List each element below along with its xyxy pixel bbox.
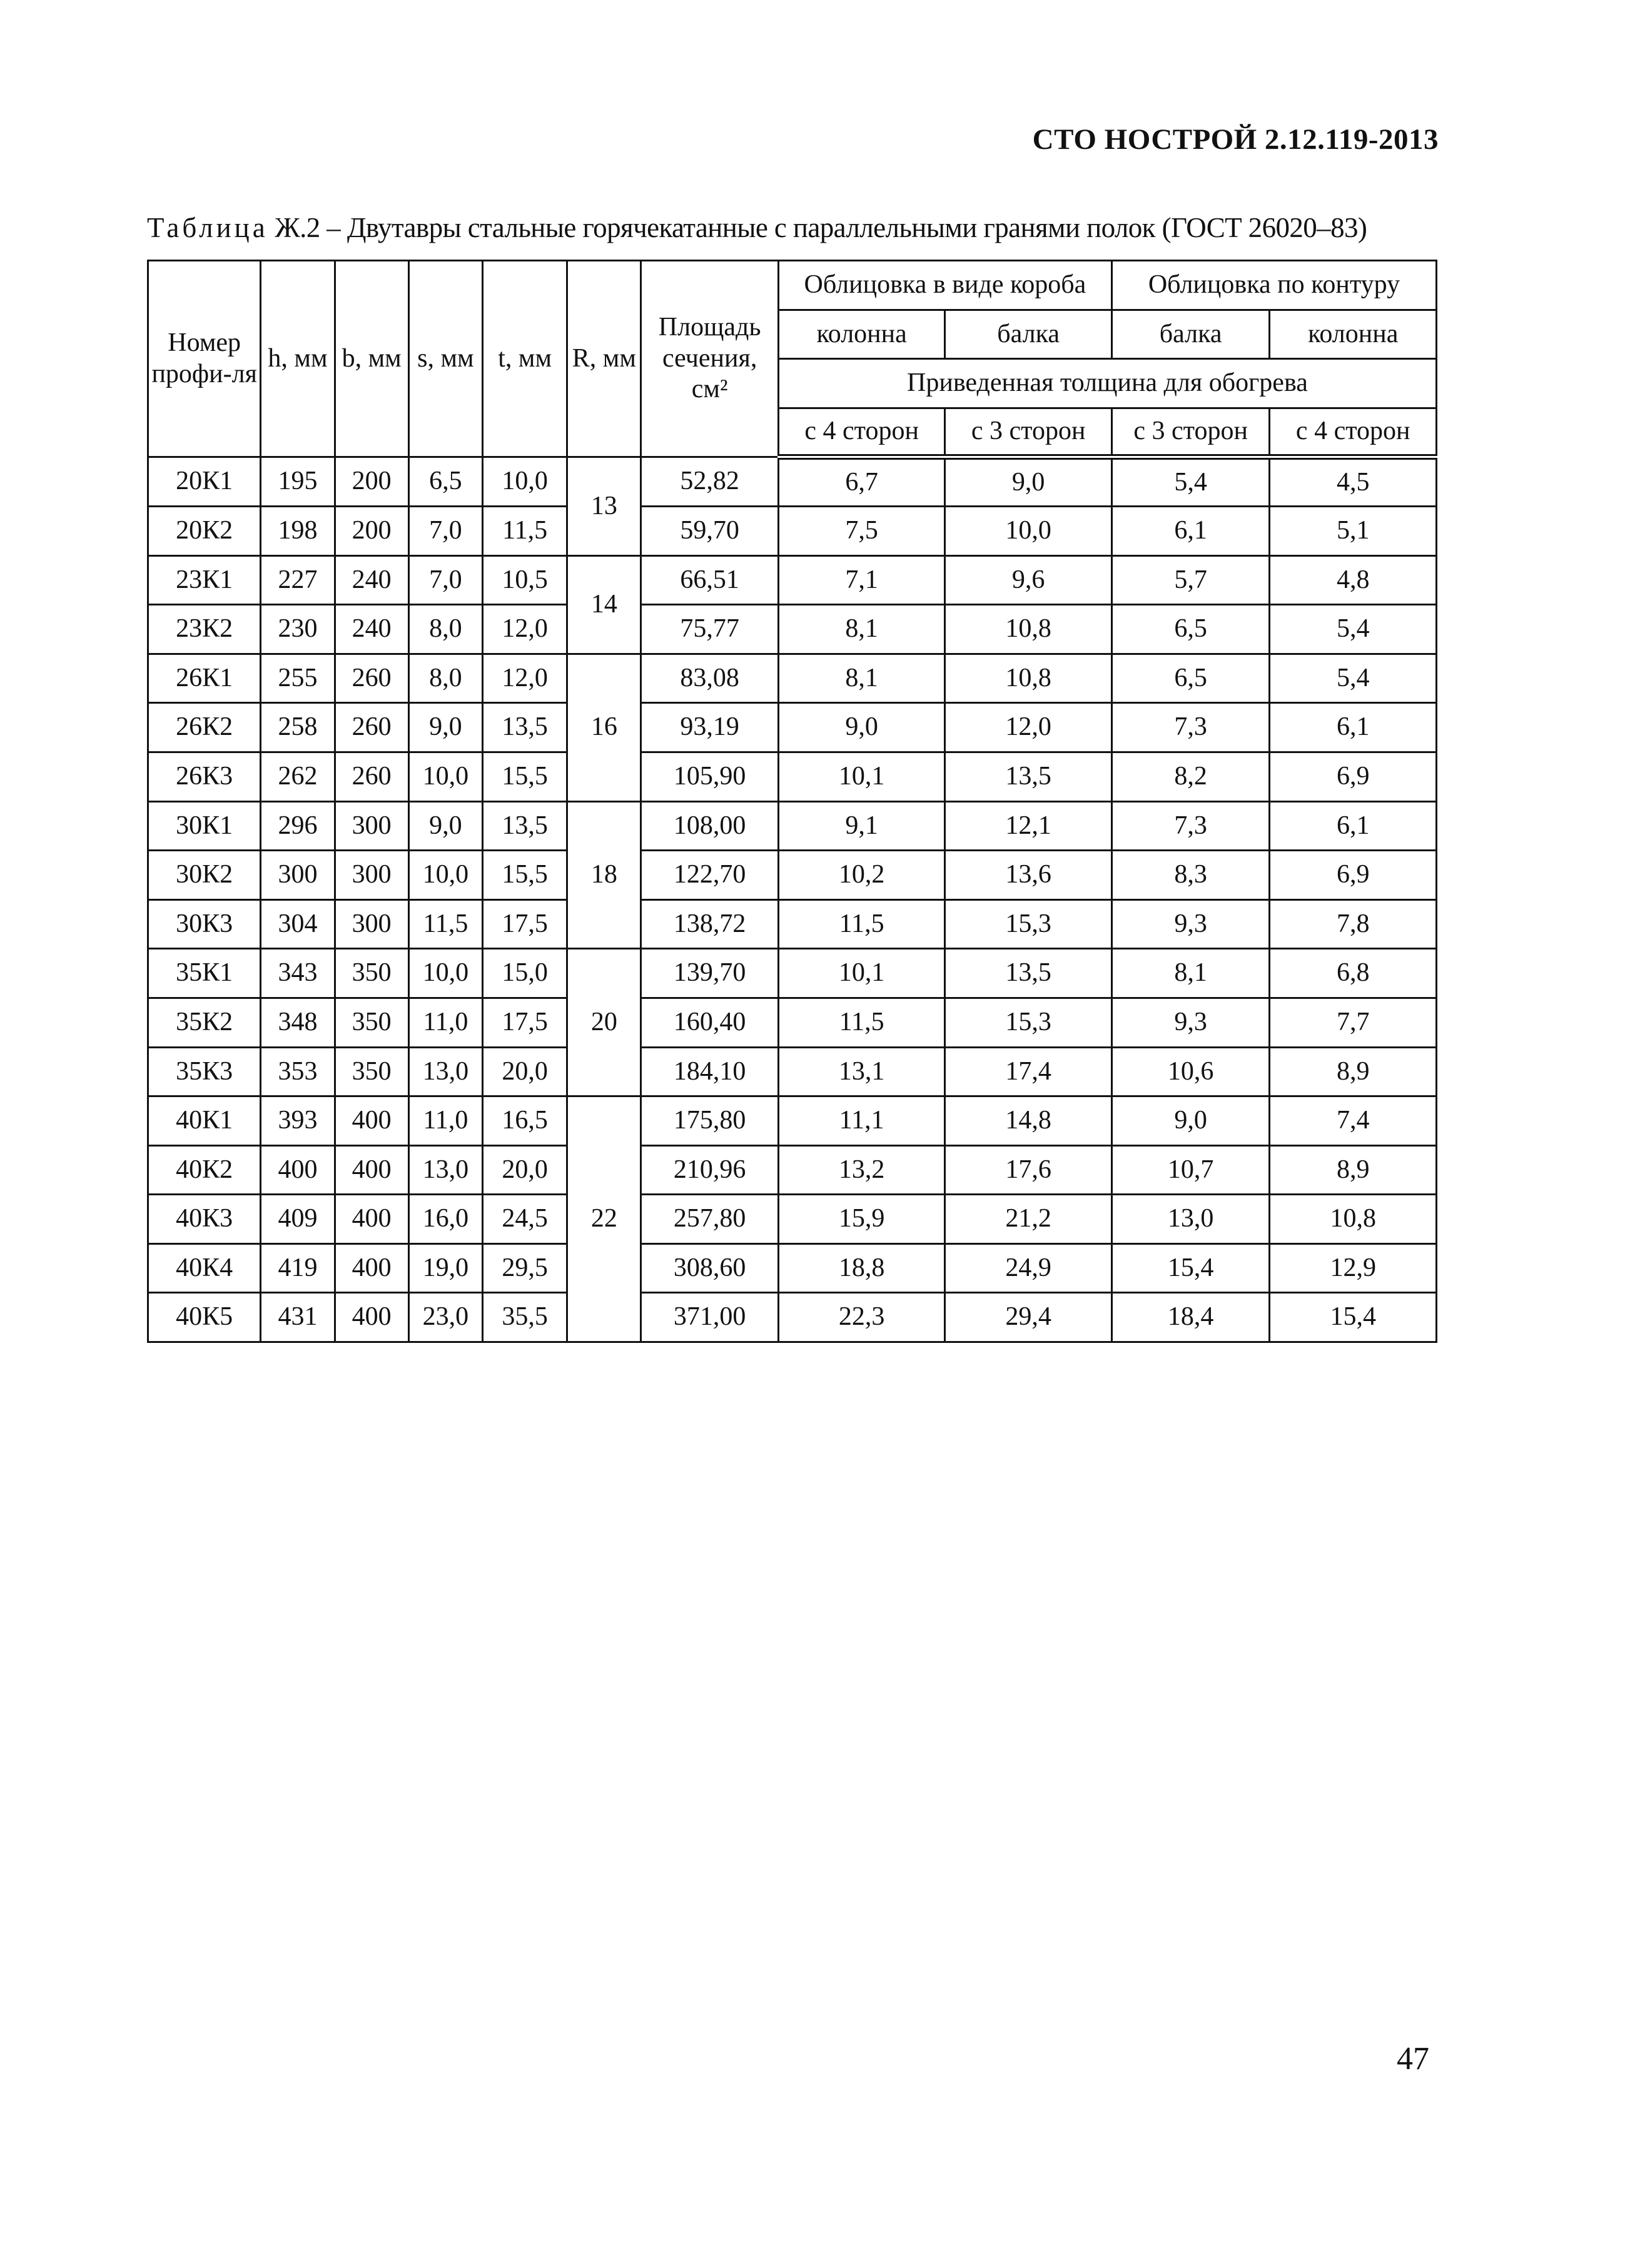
cell-h: 255 (261, 654, 335, 703)
cell-value: 6,8 (1270, 949, 1437, 998)
cell-h: 348 (261, 998, 335, 1047)
cell-value: 22,3 (778, 1293, 945, 1342)
cell-b: 240 (335, 605, 408, 654)
cell-s: 13,0 (408, 1047, 482, 1096)
cell-area: 371,00 (641, 1293, 778, 1342)
cell-t: 20,0 (483, 1047, 567, 1096)
cell-b: 200 (335, 506, 408, 555)
table-row (148, 1243, 1437, 1293)
cell-area: 257,80 (641, 1195, 778, 1244)
cell-value: 5,1 (1270, 506, 1437, 555)
cell-area: 75,77 (641, 605, 778, 654)
table-row (148, 457, 1437, 507)
cell-b: 400 (335, 1145, 408, 1195)
table-head (148, 261, 1437, 457)
table-caption (147, 211, 1435, 244)
cell-b: 350 (335, 1047, 408, 1096)
cell-profile: 23К1 (148, 555, 261, 605)
cell-value: 10,1 (778, 752, 945, 801)
cell-b: 260 (335, 703, 408, 752)
cell-s: 19,0 (408, 1243, 482, 1293)
head-sides-4-a: с 4 сторон (778, 408, 945, 457)
cell-value: 6,9 (1270, 851, 1437, 900)
cell-r: 18 (567, 801, 641, 949)
table-row (148, 1096, 1437, 1146)
cell-value: 13,6 (945, 851, 1112, 900)
cell-t: 13,5 (483, 703, 567, 752)
cell-value: 13,0 (1111, 1195, 1269, 1244)
table-row (148, 1145, 1437, 1195)
cell-h: 198 (261, 506, 335, 555)
cell-b: 400 (335, 1293, 408, 1342)
cell-profile: 35К1 (148, 949, 261, 998)
cell-s: 11,0 (408, 998, 482, 1047)
cell-value: 12,1 (945, 801, 1112, 851)
cell-value: 10,1 (778, 949, 945, 998)
cell-value: 6,5 (1111, 605, 1269, 654)
cell-profile: 23К2 (148, 605, 261, 654)
head-column-2: колонна (1270, 310, 1437, 359)
cell-area: 122,70 (641, 851, 778, 900)
cell-r: 22 (567, 1096, 641, 1342)
head-sides-3-b: с 3 сторон (1111, 408, 1269, 457)
cell-s: 10,0 (408, 949, 482, 998)
cell-t: 17,5 (483, 998, 567, 1047)
cell-value: 13,2 (778, 1145, 945, 1195)
table-row (148, 605, 1437, 654)
caption-text: Ж.2 – Двутавры стальные горячекатанные с параллельными гранями полок (ГОСТ 26020–83) (268, 212, 1367, 243)
head-box-facing: Облицовка в виде короба (778, 261, 1111, 310)
cell-profile: 40К3 (148, 1195, 261, 1244)
cell-h: 353 (261, 1047, 335, 1096)
cell-t: 13,5 (483, 801, 567, 851)
head-sides-4-b: с 4 сторон (1270, 408, 1437, 457)
cell-value: 6,1 (1270, 801, 1437, 851)
cell-value: 6,9 (1270, 752, 1437, 801)
cell-area: 93,19 (641, 703, 778, 752)
cell-h: 400 (261, 1145, 335, 1195)
cell-h: 300 (261, 851, 335, 900)
caption-label: Таблица (147, 212, 268, 243)
table-row (148, 555, 1437, 605)
cell-s: 9,0 (408, 703, 482, 752)
head-column-1: колонна (778, 310, 945, 359)
cell-b: 300 (335, 899, 408, 949)
head-beam-2: балка (1111, 310, 1269, 359)
head-s: s, мм (408, 261, 482, 457)
cell-value: 12,0 (945, 703, 1112, 752)
head-reduced-thickness: Приведенная толщина для обогрева (778, 359, 1436, 408)
head-beam-1: балка (945, 310, 1112, 359)
profiles-table (147, 260, 1437, 1343)
cell-b: 300 (335, 851, 408, 900)
cell-value: 10,0 (945, 506, 1112, 555)
cell-t: 12,0 (483, 654, 567, 703)
cell-profile: 30К2 (148, 851, 261, 900)
cell-t: 10,5 (483, 555, 567, 605)
cell-profile: 30К1 (148, 801, 261, 851)
cell-value: 9,0 (1111, 1096, 1269, 1146)
cell-b: 260 (335, 654, 408, 703)
cell-value: 7,3 (1111, 801, 1269, 851)
head-h: h, мм (261, 261, 335, 457)
cell-area: 83,08 (641, 654, 778, 703)
cell-t: 35,5 (483, 1293, 567, 1342)
cell-value: 9,6 (945, 555, 1112, 605)
cell-b: 240 (335, 555, 408, 605)
cell-value: 18,4 (1111, 1293, 1269, 1342)
cell-s: 6,5 (408, 457, 482, 507)
table-row (148, 703, 1437, 752)
cell-value: 10,7 (1111, 1145, 1269, 1195)
cell-profile: 20К2 (148, 506, 261, 555)
cell-profile: 35К3 (148, 1047, 261, 1096)
cell-s: 7,0 (408, 555, 482, 605)
table-row (148, 899, 1437, 949)
page-number: 47 (1397, 2041, 1429, 2077)
cell-value: 5,7 (1111, 555, 1269, 605)
cell-value: 9,3 (1111, 998, 1269, 1047)
cell-value: 8,1 (778, 605, 945, 654)
cell-value: 9,1 (778, 801, 945, 851)
cell-s: 11,0 (408, 1096, 482, 1146)
cell-s: 10,0 (408, 851, 482, 900)
head-contour-facing: Облицовка по контуру (1111, 261, 1436, 310)
cell-value: 5,4 (1111, 457, 1269, 507)
table-row (148, 851, 1437, 900)
cell-value: 11,5 (778, 998, 945, 1047)
cell-value: 8,2 (1111, 752, 1269, 801)
cell-area: 139,70 (641, 949, 778, 998)
cell-t: 11,5 (483, 506, 567, 555)
cell-h: 230 (261, 605, 335, 654)
cell-s: 9,0 (408, 801, 482, 851)
cell-profile: 40К1 (148, 1096, 261, 1146)
cell-t: 15,0 (483, 949, 567, 998)
cell-h: 195 (261, 457, 335, 507)
cell-value: 9,0 (945, 457, 1112, 507)
cell-value: 10,8 (945, 654, 1112, 703)
cell-r: 20 (567, 949, 641, 1096)
cell-value: 7,3 (1111, 703, 1269, 752)
cell-t: 16,5 (483, 1096, 567, 1146)
cell-value: 7,7 (1270, 998, 1437, 1047)
cell-h: 409 (261, 1195, 335, 1244)
cell-area: 175,80 (641, 1096, 778, 1146)
cell-value: 7,1 (778, 555, 945, 605)
cell-profile: 35К2 (148, 998, 261, 1047)
cell-value: 5,4 (1270, 605, 1437, 654)
cell-value: 8,1 (778, 654, 945, 703)
cell-value: 8,9 (1270, 1145, 1437, 1195)
cell-s: 8,0 (408, 654, 482, 703)
cell-value: 7,8 (1270, 899, 1437, 949)
cell-value: 6,1 (1270, 703, 1437, 752)
cell-value: 13,5 (945, 752, 1112, 801)
cell-value: 14,8 (945, 1096, 1112, 1146)
cell-s: 8,0 (408, 605, 482, 654)
cell-value: 8,1 (1111, 949, 1269, 998)
cell-b: 300 (335, 801, 408, 851)
cell-h: 258 (261, 703, 335, 752)
cell-area: 160,40 (641, 998, 778, 1047)
cell-profile: 40К5 (148, 1293, 261, 1342)
cell-area: 184,10 (641, 1047, 778, 1096)
cell-value: 5,4 (1270, 654, 1437, 703)
cell-value: 7,5 (778, 506, 945, 555)
table-row (148, 801, 1437, 851)
cell-value: 17,6 (945, 1145, 1112, 1195)
table-row (148, 998, 1437, 1047)
cell-value: 29,4 (945, 1293, 1112, 1342)
cell-b: 400 (335, 1195, 408, 1244)
cell-b: 350 (335, 998, 408, 1047)
cell-area: 108,00 (641, 801, 778, 851)
cell-s: 11,5 (408, 899, 482, 949)
cell-profile: 40К2 (148, 1145, 261, 1195)
cell-profile: 26К2 (148, 703, 261, 752)
cell-profile: 40К4 (148, 1243, 261, 1293)
cell-area: 59,70 (641, 506, 778, 555)
cell-profile: 26К3 (148, 752, 261, 801)
cell-value: 4,5 (1270, 457, 1437, 507)
cell-profile: 30К3 (148, 899, 261, 949)
cell-area: 52,82 (641, 457, 778, 507)
cell-value: 8,3 (1111, 851, 1269, 900)
cell-h: 419 (261, 1243, 335, 1293)
cell-value: 15,9 (778, 1195, 945, 1244)
cell-s: 16,0 (408, 1195, 482, 1244)
cell-area: 308,60 (641, 1243, 778, 1293)
cell-r: 13 (567, 457, 641, 555)
cell-area: 210,96 (641, 1145, 778, 1195)
document-code: СТО НОСТРОЙ 2.12.119-2013 (1032, 123, 1439, 156)
cell-value: 10,8 (1270, 1195, 1437, 1244)
cell-profile: 20К1 (148, 457, 261, 507)
cell-h: 296 (261, 801, 335, 851)
head-profile: Номер профи-ля (148, 261, 261, 457)
cell-t: 24,5 (483, 1195, 567, 1244)
cell-area: 138,72 (641, 899, 778, 949)
table-row (148, 752, 1437, 801)
cell-value: 6,5 (1111, 654, 1269, 703)
table-row (148, 1293, 1437, 1342)
cell-value: 4,8 (1270, 555, 1437, 605)
cell-t: 20,0 (483, 1145, 567, 1195)
table-body (148, 457, 1437, 1342)
cell-value: 9,3 (1111, 899, 1269, 949)
cell-value: 6,7 (778, 457, 945, 507)
head-b: b, мм (335, 261, 408, 457)
cell-value: 11,5 (778, 899, 945, 949)
cell-value: 15,3 (945, 899, 1112, 949)
cell-b: 350 (335, 949, 408, 998)
cell-value: 7,4 (1270, 1096, 1437, 1146)
cell-b: 260 (335, 752, 408, 801)
cell-r: 16 (567, 654, 641, 801)
cell-h: 343 (261, 949, 335, 998)
cell-t: 12,0 (483, 605, 567, 654)
cell-h: 227 (261, 555, 335, 605)
table-row (148, 1195, 1437, 1244)
cell-value: 10,8 (945, 605, 1112, 654)
cell-value: 15,3 (945, 998, 1112, 1047)
cell-value: 11,1 (778, 1096, 945, 1146)
cell-value: 10,2 (778, 851, 945, 900)
cell-b: 400 (335, 1243, 408, 1293)
cell-t: 29,5 (483, 1243, 567, 1293)
head-sides-3-a: с 3 сторон (945, 408, 1112, 457)
cell-s: 10,0 (408, 752, 482, 801)
cell-b: 200 (335, 457, 408, 507)
cell-b: 400 (335, 1096, 408, 1146)
cell-h: 431 (261, 1293, 335, 1342)
head-area: Площадь сечения, см² (641, 261, 778, 457)
cell-value: 18,8 (778, 1243, 945, 1293)
table-row (148, 1047, 1437, 1096)
cell-value: 24,9 (945, 1243, 1112, 1293)
cell-profile: 26К1 (148, 654, 261, 703)
cell-value: 15,4 (1270, 1293, 1437, 1342)
cell-t: 15,5 (483, 752, 567, 801)
head-r: R, мм (567, 261, 641, 457)
cell-s: 13,0 (408, 1145, 482, 1195)
cell-value: 13,5 (945, 949, 1112, 998)
cell-value: 8,9 (1270, 1047, 1437, 1096)
cell-r: 14 (567, 555, 641, 654)
cell-value: 13,1 (778, 1047, 945, 1096)
table-row (148, 949, 1437, 998)
cell-t: 10,0 (483, 457, 567, 507)
cell-s: 7,0 (408, 506, 482, 555)
cell-h: 262 (261, 752, 335, 801)
cell-h: 304 (261, 899, 335, 949)
cell-value: 12,9 (1270, 1243, 1437, 1293)
cell-value: 10,6 (1111, 1047, 1269, 1096)
head-t: t, мм (483, 261, 567, 457)
cell-value: 6,1 (1111, 506, 1269, 555)
cell-value: 9,0 (778, 703, 945, 752)
cell-value: 15,4 (1111, 1243, 1269, 1293)
cell-value: 21,2 (945, 1195, 1112, 1244)
cell-s: 23,0 (408, 1293, 482, 1342)
cell-h: 393 (261, 1096, 335, 1146)
cell-t: 15,5 (483, 851, 567, 900)
table-row (148, 654, 1437, 703)
cell-value: 17,4 (945, 1047, 1112, 1096)
cell-area: 105,90 (641, 752, 778, 801)
table-row (148, 506, 1437, 555)
cell-area: 66,51 (641, 555, 778, 605)
cell-t: 17,5 (483, 899, 567, 949)
